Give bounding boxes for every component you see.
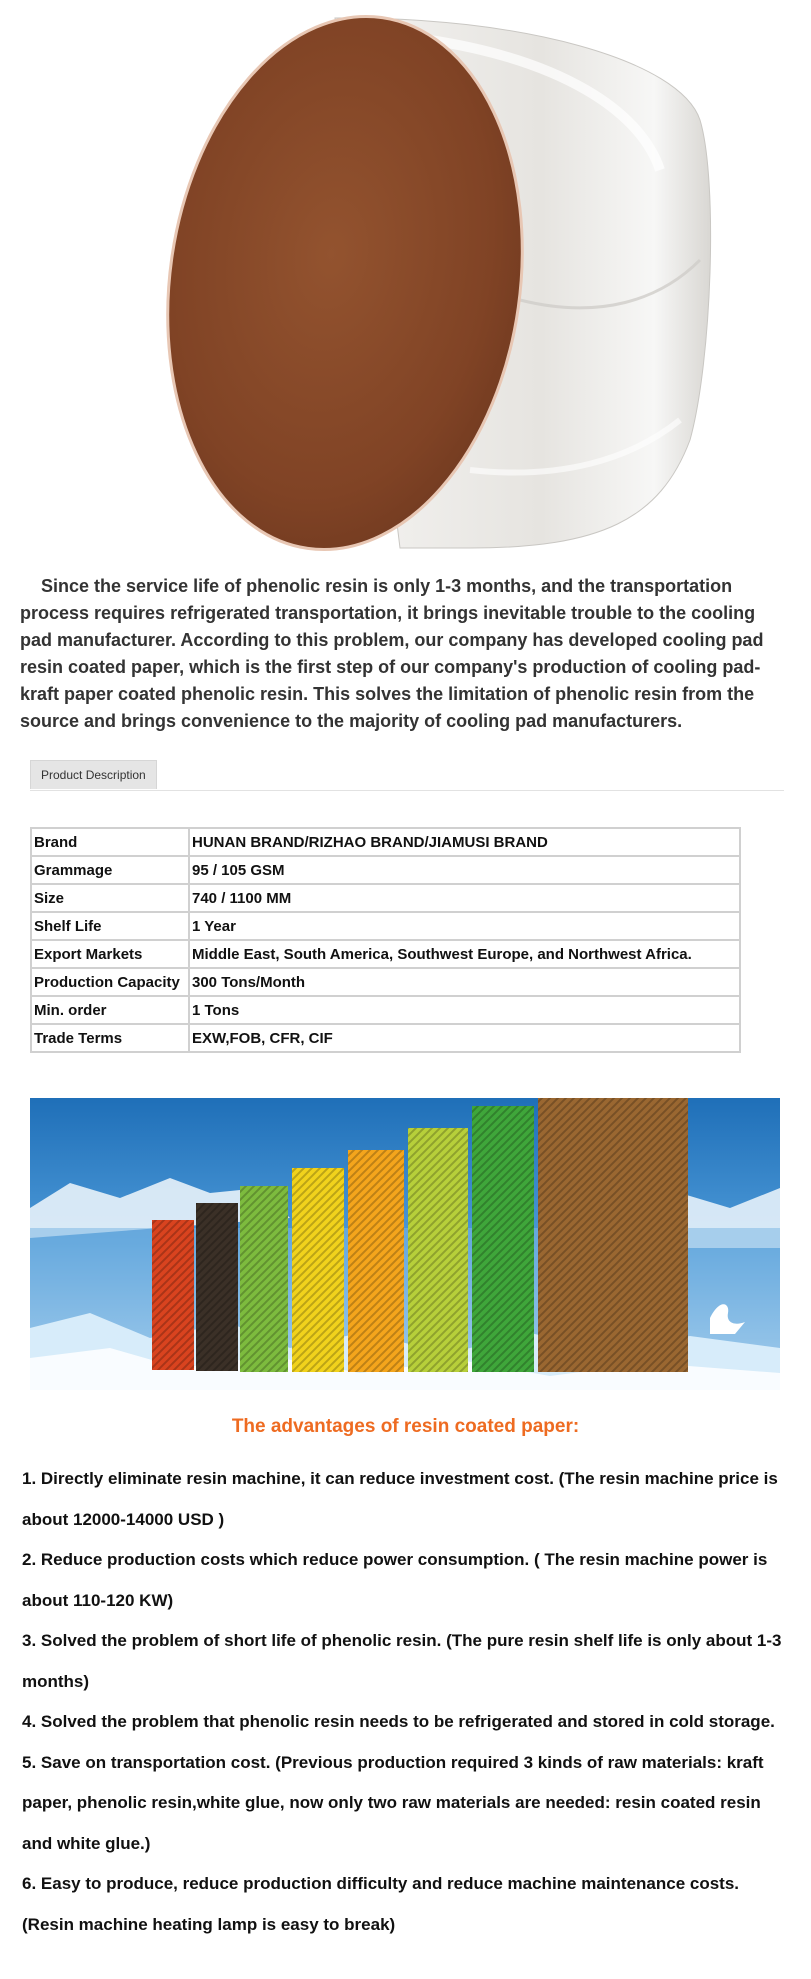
spec-value: EXW,FOB, CFR, CIF: [189, 1024, 740, 1052]
spec-value: 1 Year: [189, 912, 740, 940]
spec-key: Grammage: [31, 856, 189, 884]
list-item: 5. Save on transportation cost. (Previous production required 3 kinds of raw materials: kraft paper, phenolic resin,white glue, now only two raw materials are needed: resin coated resin and white glue.): [22, 1752, 764, 1853]
list-item: 6. Easy to produce, reduce production difficulty and reduce machine maintenance costs.(Resin machine heating lamp is easy to break): [22, 1874, 740, 1934]
roll-illustration: [0, 0, 811, 560]
advantages-title: The advantages of resin coated paper:: [231, 1416, 580, 1437]
spec-value: Middle East, South America, Southwest Europe, and Northwest Africa.: [189, 940, 740, 968]
table-row: [31, 1024, 740, 1052]
table-row: [31, 828, 740, 856]
table-row: [31, 912, 740, 940]
table-row: [31, 968, 740, 996]
table-row: [31, 884, 740, 912]
spec-key: Export Markets: [31, 940, 189, 968]
list-item: 1. Directly eliminate resin machine, it can reduce investment cost. (The resin machine price is about 12000-14000 USD ): [22, 1469, 778, 1529]
tab-product-description[interactable]: Product Description: [30, 760, 157, 789]
spec-value: 300 Tons/Month: [189, 968, 740, 996]
list-item: 3. Solved the problem of short life of phenolic resin. (The pure resin shelf life is only about 1-3 months): [22, 1631, 782, 1691]
table-row: [31, 996, 740, 1024]
spec-table: [30, 827, 741, 1053]
product-roll-image: [0, 0, 811, 560]
advantages-list: [22, 1459, 782, 1945]
spec-key: Production Capacity: [31, 968, 189, 996]
intro-paragraph: Since the service life of phenolic resin is only 1-3 months, and the transportation process requires refrigerated transportation, it brings inevitable trouble to the cooling pad manufacturer. According to this problem, our company has developed cooling pad resin coated paper, which is the first step of our company's production of cooling pad-kraft paper coated phenolic resin. This solves the limitation of phenolic resin from the source and brings convenience to the majority of cooling pad manufacturers.: [20, 576, 764, 731]
list-item: 2. Reduce production costs which reduce power consumption. ( The resin machine power is about 110-120 KW): [22, 1550, 768, 1610]
cooling-pad-banner-image: [30, 1098, 780, 1390]
spec-key: Min. order: [31, 996, 189, 1024]
spec-value: 95 / 105 GSM: [189, 856, 740, 884]
table-row: [31, 856, 740, 884]
cooling-pad-illustration: [30, 1098, 780, 1390]
spec-value: HUNAN BRAND/RIZHAO BRAND/JIAMUSI BRAND: [189, 828, 740, 856]
spec-key: Brand: [31, 828, 189, 856]
table-row: [31, 940, 740, 968]
spec-key: Trade Terms: [31, 1024, 189, 1052]
spec-key: Size: [31, 884, 189, 912]
description-tab-bar: [30, 760, 784, 791]
list-item: 4. Solved the problem that phenolic resin needs to be refrigerated and stored in cold storage.: [22, 1712, 775, 1731]
spec-value: 1 Tons: [189, 996, 740, 1024]
spec-key: Shelf Life: [31, 912, 189, 940]
spec-value: 740 / 1100 MM: [189, 884, 740, 912]
